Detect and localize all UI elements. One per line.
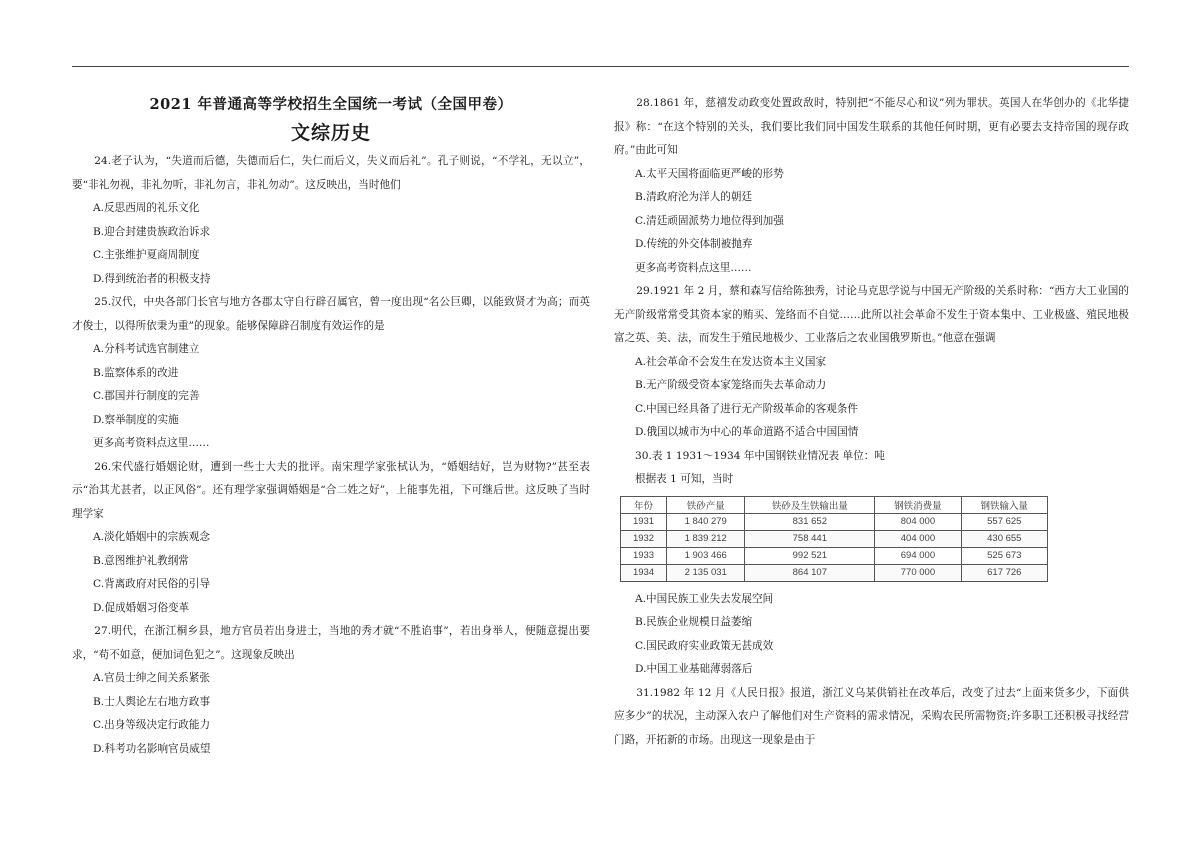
table-header-row (621, 496, 1048, 513)
header-rule (72, 66, 1129, 67)
answer-option: D.得到统治者的积极支持 (93, 272, 211, 285)
table-cell: 770 000 (875, 564, 961, 581)
answer-option: B.士人舆论左右地方政事 (93, 695, 211, 708)
answer-option: A.中国民族工业失去发展空间 (635, 592, 774, 605)
answer-option: C.出身等级决定行政能力 (93, 719, 211, 731)
table-header-cell: 铁砂及生铁输出量 (745, 496, 875, 513)
answer-option: A.太平天国将面临更严峻的形势 (635, 167, 784, 180)
exam-title: 2021 年普通高等学校招生全国统一考试（全国甲卷） (149, 96, 513, 113)
answer-option: C.主张维护夏商周制度 (93, 249, 200, 261)
right-column (614, 92, 1129, 752)
table-cell: 2 135 031 (667, 564, 745, 581)
answer-option: D.传统的外交体制被抛弃 (635, 238, 753, 250)
answer-option: C.中国已经具备了进行无产阶级革命的客观条件 (635, 402, 858, 415)
answer-option: C.国民政府实业政策无甚成效 (635, 639, 774, 652)
answer-option: B.意图维护礼教纲常 (93, 554, 189, 567)
more-resources-link[interactable]: 更多高考资料点这里…… (635, 261, 752, 274)
answer-option: D.察举制度的实施 (93, 413, 179, 426)
question-stem: 29.1921 年 2 月，蔡和森写信给陈独秀，讨论马克思学说与中国无产阶级的关系时称：“西方大工业国的无产阶级常常受其资本家的贿买、笼络而不自觉……此所以社会革命不发生于资本集中、工业极盛、殖民地极富之英、美、法，而发生于殖民地极少、工业落后之农业国俄罗斯也。”他意在强调 (614, 285, 1129, 344)
table-cell: 525 673 (961, 547, 1047, 564)
answer-option: A.社会革命不会发生在发达资本主义国家 (635, 355, 827, 368)
table-cell: 758 441 (745, 530, 875, 547)
answer-option: C.背离政府对民俗的引导 (93, 578, 211, 590)
table-cell: 992 521 (745, 547, 875, 564)
question-stem: 27.明代，在浙江桐乡县，地方官员若出身进士，当地的秀才就“不胜谄事”，若出身举人，便随意提出要求，“苟不如意，便加词色犯之”。这现象反映出 (72, 625, 590, 661)
table-cell: 557 625 (961, 513, 1047, 530)
answer-option: A.分科考试选官制建立 (93, 343, 200, 355)
answer-option: B.监察体系的改进 (93, 366, 179, 379)
table-body (621, 513, 1048, 581)
answer-option: A.反思西周的礼乐文化 (93, 202, 200, 214)
answer-option: 30.表 1 1931～1934 年中国钢铁业情况表 单位：吨 (635, 449, 885, 462)
steel-industry-table (620, 496, 1048, 582)
answer-option: D.中国工业基础薄弱落后 (635, 663, 753, 675)
table-cell: 404 000 (875, 530, 961, 547)
answer-option: A.官员士绅之间关系紧张 (93, 672, 210, 684)
question-stem: 26.宋代盛行婚姻论财，遭到一些士大夫的批评。南宋理学家张栻认为，“婚姻结好，岂为财物?”甚至表示“治其尤甚者，以正风俗”。还有理学家强调婚姻是“合二姓之好”，上能事先祖，下可继后世。这反映了当时理学家 (72, 460, 590, 520)
answer-option: B.迎合封建贵族政治诉求 (93, 225, 211, 238)
right-question-flow-bottom (614, 588, 1129, 753)
answer-option: A.淡化婚姻中的宗族观念 (93, 531, 210, 543)
question-stem: 28.1861 年，慈禧发动政变处置政敌时，特别把“不能尽心和议”列为罪状。英国人在华创办的《北华捷报》称：“在这个特别的关头，我们要比我们同中国发生联系的其他任何时期，更有必要去支持帝国的现存政府。”由此可知 (614, 97, 1129, 156)
table-cell: 617 726 (961, 564, 1047, 581)
table-header-cell: 铁砂产量 (667, 496, 745, 513)
table-cell: 804 000 (875, 513, 961, 530)
answer-option: C.郡国并行制度的完善 (93, 390, 200, 402)
question-stem: 24.老子认为，“失道而后德，失德而后仁，失仁而后义，失义而后礼”。孔子则说，“不学礼，无以立”，要“非礼勿视，非礼勿听，非礼勿言，非礼勿动”。这反映出，当时他们 (72, 155, 590, 191)
question-stem: 25.汉代，中央各部门长官与地方各郡太守自行辟召属官，曾一度出现“名公巨卿，以能致贤才为高；而英才俊士，以得所依秉为重”的现象。能够保障辟召制度有效运作的是 (72, 296, 590, 332)
table-cell: 1934 (621, 564, 667, 581)
table-header-cell: 钢铁输入量 (961, 496, 1047, 513)
answer-option: D.促成婚姻习俗变革 (93, 601, 190, 614)
table-cell: 694 000 (875, 547, 961, 564)
table-cell: 1933 (621, 547, 667, 564)
table-row (621, 564, 1048, 581)
table-cell: 1 903 466 (667, 547, 745, 564)
answer-option: 根据表 1 可知，当时 (635, 473, 734, 485)
table-cell: 1931 (621, 513, 667, 530)
answer-option: C.清廷顽固派势力地位得到加强 (635, 214, 784, 227)
table-header-cell: 年份 (621, 496, 667, 513)
table-cell: 864 107 (745, 564, 875, 581)
question-stem: 31.1982 年 12 月《人民日报》报道，浙江义乌某供销社在改革后，改变了过去“上面来货多少，下面供应多少”的状况，主动深入农户了解他们对生产资料的需求情况，采购农民所需物资;许多职工还积极寻找经营门路，开拓新的市场。出现这一现象是由于 (614, 686, 1129, 746)
left-column (72, 92, 590, 761)
table-cell: 1932 (621, 530, 667, 547)
answer-option: D.俄国以城市为中心的革命道路不适合中国国情 (635, 426, 859, 438)
answer-option: B.无产阶级受资本家笼络而失去革命动力 (635, 379, 827, 391)
answer-option: B.民族企业规模日益萎缩 (635, 616, 753, 628)
left-question-flow (72, 150, 590, 761)
table-header-cell: 钢铁消费量 (875, 496, 961, 513)
table-row (621, 530, 1048, 547)
table-row (621, 547, 1048, 564)
table-cell: 831 652 (745, 513, 875, 530)
answer-option: D.科考功名影响官员威望 (93, 742, 211, 755)
more-resources-link[interactable]: 更多高考资料点这里…… (93, 437, 210, 449)
right-question-flow-top (614, 92, 1129, 492)
table-cell: 1 839 212 (667, 530, 745, 547)
subject-title: 文综历史 (290, 122, 371, 144)
table-cell: 430 655 (961, 530, 1047, 547)
answer-option: B.清政府沦为洋人的朝廷 (635, 191, 753, 203)
table-cell: 1 840 279 (667, 513, 745, 530)
table-row (621, 513, 1048, 530)
